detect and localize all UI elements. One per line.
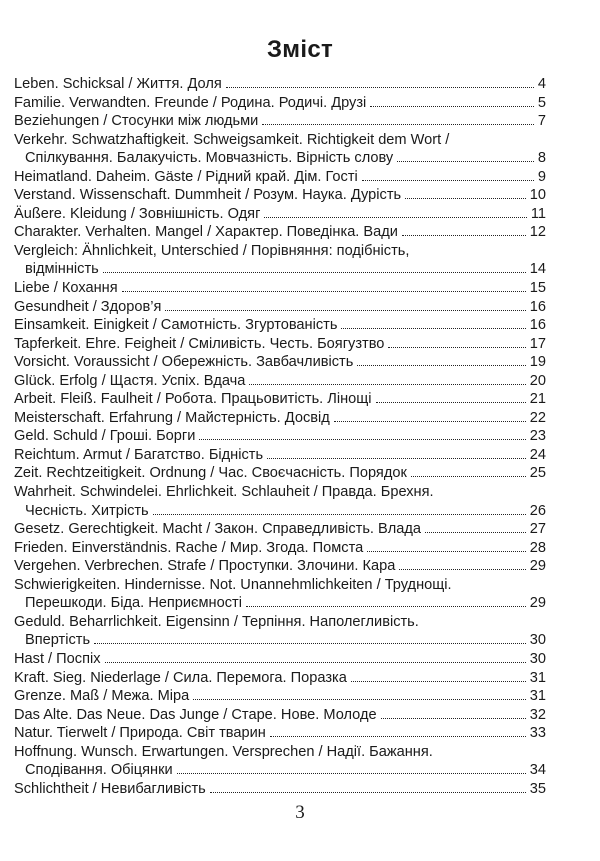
dot-leader	[193, 699, 526, 700]
toc-entry-title: Natur. Tierwelt / Природа. Світ тварин	[14, 725, 266, 742]
toc-entry	[14, 335, 546, 354]
toc-page-number: 22	[529, 409, 546, 426]
dot-leader	[165, 310, 525, 311]
toc-page-number: 9	[537, 168, 546, 185]
toc-entry	[14, 372, 546, 391]
toc-entry-line	[14, 242, 546, 261]
toc-entry-line	[14, 409, 546, 428]
toc-entry-line	[14, 149, 546, 168]
toc-entry-line	[14, 502, 546, 521]
toc-entry-line	[14, 205, 546, 224]
toc-entry-title: Heimatland. Daheim. Gäste / Рідний край. Дім. Гості	[14, 168, 358, 185]
toc-entry	[14, 131, 546, 168]
toc-entry	[14, 205, 546, 224]
toc-entry-title: Vergehen. Verbrechen. Strafe / Проступки. Злочини. Кара	[14, 558, 396, 575]
toc-entry-line	[14, 446, 546, 465]
toc-entry	[14, 780, 546, 799]
toc-entry-title: Arbeit. Fleiß. Faulheit / Робота. Працьовитість. Лінощі	[14, 391, 372, 408]
toc-page-number: 16	[529, 298, 546, 315]
toc-entry	[14, 576, 546, 613]
toc-entry	[14, 75, 546, 94]
toc-entry-line	[14, 650, 546, 669]
toc-entry	[14, 724, 546, 743]
dot-leader	[405, 198, 526, 199]
dot-leader	[122, 291, 526, 292]
toc-entry	[14, 613, 546, 650]
toc-page-number: 31	[529, 669, 546, 686]
toc-page-number: 7	[537, 113, 546, 130]
toc-entry-line	[14, 761, 546, 780]
dot-leader	[103, 272, 526, 273]
toc-entry-title: Vorsicht. Voraussicht / Обережність. Завбачливість	[14, 354, 354, 371]
toc-page-number: 24	[529, 446, 546, 463]
toc-page-number: 29	[529, 558, 546, 575]
toc-entry	[14, 353, 546, 372]
toc-entry-title: Glück. Erfolg / Щастя. Успіх. Вдача	[14, 372, 246, 389]
dot-leader	[226, 87, 534, 88]
toc-entry-title: Verkehr. Schwatzhaftigkeit. Schweigsamkeit. Richtigkeit dem Wort /	[14, 131, 450, 148]
toc-entry-title: Reichtum. Armut / Багатство. Бідність	[14, 446, 264, 463]
toc-entry-line	[14, 743, 546, 762]
toc-page-number: 10	[529, 187, 546, 204]
toc-entry	[14, 186, 546, 205]
toc-entry	[14, 557, 546, 576]
toc-entry-line	[14, 780, 546, 799]
dot-leader	[411, 476, 526, 477]
dot-leader	[341, 328, 525, 329]
toc-entry	[14, 223, 546, 242]
toc-page-number: 30	[529, 650, 546, 667]
toc-page-number: 31	[529, 688, 546, 705]
toc-entry-line	[14, 576, 546, 595]
toc-page-number: 32	[529, 706, 546, 723]
dot-leader	[381, 718, 526, 719]
page-title: Зміст	[266, 36, 334, 63]
toc-entry-line	[14, 316, 546, 335]
toc-entry	[14, 464, 546, 483]
toc-page-number: 25	[529, 465, 546, 482]
dot-leader	[399, 569, 525, 570]
toc-page-number: 5	[537, 94, 546, 111]
toc-entry	[14, 743, 546, 780]
toc-entry-line	[14, 464, 546, 483]
toc-page-number: 26	[529, 502, 546, 519]
table-of-contents	[14, 75, 546, 798]
toc-entry	[14, 483, 546, 520]
dot-leader	[246, 606, 526, 607]
toc-entry-title: Das Alte. Das Neue. Das Junge / Старе. Нове. Молоде	[14, 706, 377, 723]
toc-entry	[14, 390, 546, 409]
toc-page-number: 29	[529, 595, 546, 612]
toc-entry-title: Charakter. Verhalten. Mangel / Характер. Поведінка. Вади	[14, 224, 398, 241]
toc-entry	[14, 242, 546, 279]
toc-page-number: 28	[529, 539, 546, 556]
dot-leader	[357, 365, 525, 366]
toc-entry	[14, 539, 546, 558]
toc-page-number: 20	[529, 372, 546, 389]
dot-leader	[388, 347, 525, 348]
toc-page-number: 33	[529, 725, 546, 742]
toc-page-number: 19	[529, 354, 546, 371]
toc-entry-title: Meisterschaft. Erfahrung / Майстерність. Досвід	[14, 409, 330, 426]
toc-entry-title: Äußere. Kleidung / Зовнішність. Одяг	[14, 205, 261, 222]
toc-entry-line	[14, 168, 546, 187]
toc-entry-line	[14, 112, 546, 131]
toc-entry-line	[14, 594, 546, 613]
toc-entry-title: Familie. Verwandten. Freunde / Родина. Родичі. Друзі	[14, 94, 367, 111]
dot-leader	[267, 458, 526, 459]
toc-page-number: 21	[529, 391, 546, 408]
dot-leader	[397, 161, 534, 162]
toc-page-number: 34	[529, 762, 546, 779]
toc-entry	[14, 520, 546, 539]
toc-entry	[14, 669, 546, 688]
toc-entry-line	[14, 557, 546, 576]
toc-entry-line	[14, 687, 546, 706]
toc-entry-line	[14, 298, 546, 317]
toc-entry-title: Hoffnung. Wunsch. Erwartungen. Versprechen / Надії. Бажання.	[14, 743, 433, 760]
toc-entry-line	[14, 706, 546, 725]
toc-entry	[14, 446, 546, 465]
toc-page-number: 35	[529, 780, 546, 797]
toc-entry	[14, 298, 546, 317]
toc-entry-title: Geduld. Beharrlichkeit. Eigensinn / Терпіння. Наполегливість.	[14, 613, 419, 630]
toc-entry-title: Beziehungen / Стосунки між людьми	[14, 113, 259, 130]
toc-entry-title: Schwierigkeiten. Hindernisse. Not. Unannehmlichkeiten / Труднощі.	[14, 576, 452, 593]
toc-entry-title: Verstand. Wissenschaft. Dummheit / Розум. Наука. Дурість	[14, 187, 402, 204]
toc-page-number: 8	[537, 150, 546, 167]
toc-entry-line	[14, 631, 546, 650]
toc-entry-title: Чесність. Хитрість	[25, 502, 149, 519]
toc-entry-title: Zeit. Rechtzeitigkeit. Ordnung / Час. Своєчасність. Порядок	[14, 465, 407, 482]
dot-leader	[105, 662, 526, 663]
toc-entry	[14, 279, 546, 298]
toc-entry-title: Gesundheit / Здоров’я	[14, 298, 162, 315]
dot-leader	[210, 792, 526, 793]
toc-entry-line	[14, 94, 546, 113]
dot-leader	[264, 217, 526, 218]
toc-entry-title: відмінність	[25, 261, 99, 278]
toc-entry	[14, 168, 546, 187]
toc-entry-line	[14, 520, 546, 539]
toc-entry-title: Leben. Schicksal / Життя. Доля	[14, 76, 222, 92]
toc-entry-title: Frieden. Einverständnis. Rache / Мир. Згода. Помста	[14, 539, 364, 556]
toc-entry-title: Впертість	[25, 632, 91, 649]
toc-page-number: 11	[530, 205, 546, 222]
toc-entry	[14, 316, 546, 335]
toc-entry	[14, 427, 546, 446]
toc-entry-line	[14, 613, 546, 632]
dot-leader	[376, 402, 526, 403]
dot-leader	[177, 773, 526, 774]
dot-leader	[351, 681, 526, 682]
toc-page-number: 4	[537, 76, 546, 92]
toc-entry-title: Schlichtheit / Невибагливість	[14, 780, 206, 797]
toc-entry-title: Geld. Schuld / Гроші. Борги	[14, 428, 196, 445]
toc-page-number: 23	[529, 428, 546, 445]
toc-entry-line	[14, 669, 546, 688]
toc-entry-title: Wahrheit. Schwindelei. Ehrlichkeit. Schlauheit / Правда. Брехня.	[14, 484, 434, 501]
dot-leader	[249, 384, 525, 385]
dot-leader	[153, 514, 526, 515]
toc-entry-title: Vergleich: Ähnlichkeit, Unterschied / Порівняння: подібність,	[14, 242, 410, 259]
page-number: 3	[295, 802, 305, 823]
toc-page-number: 14	[529, 261, 546, 278]
toc-page-number: 12	[529, 224, 546, 241]
dot-leader	[362, 180, 534, 181]
toc-page-number: 27	[529, 521, 546, 538]
dot-leader	[262, 124, 534, 125]
toc-entry	[14, 650, 546, 669]
toc-entry-title: Спілкування. Балакучість. Мовчазність. Вірність слову	[25, 150, 394, 167]
toc-entry	[14, 94, 546, 113]
dot-leader	[270, 736, 526, 737]
toc-entry-line	[14, 390, 546, 409]
toc-entry-line	[14, 539, 546, 558]
toc-entry-title: Сподівання. Обіцянки	[25, 762, 173, 779]
toc-entry-line	[14, 260, 546, 279]
toc-entry-title: Einsamkeit. Einigkeit / Самотність. Згуртованість	[14, 317, 338, 334]
toc-entry-title: Grenze. Maß / Межа. Міра	[14, 688, 190, 705]
toc-entry-line	[14, 186, 546, 205]
toc-entry-line	[14, 131, 546, 150]
toc-entry-title: Перешкоди. Біда. Неприємності	[25, 595, 242, 612]
toc-entry-line	[14, 724, 546, 743]
toc-page-number: 15	[529, 280, 546, 297]
dot-leader	[94, 643, 526, 644]
dot-leader	[199, 439, 525, 440]
dot-leader	[425, 532, 526, 533]
toc-entry-line	[14, 279, 546, 298]
toc-entry	[14, 706, 546, 725]
toc-entry-title: Hast / Поспіх	[14, 650, 101, 667]
toc-page-number: 30	[529, 632, 546, 649]
toc-entry-line	[14, 353, 546, 372]
toc-entry-title: Kraft. Sieg. Niederlage / Сила. Перемога. Поразка	[14, 669, 347, 686]
toc-page-number: 17	[529, 335, 546, 352]
dot-leader	[334, 421, 526, 422]
toc-entry	[14, 687, 546, 706]
toc-entry-line	[14, 335, 546, 354]
dot-leader	[367, 551, 526, 552]
toc-page-number: 16	[529, 317, 546, 334]
toc-entry-line	[14, 372, 546, 391]
toc-entry-title: Tapferkeit. Ehre. Feigheit / Сміливість. Честь. Боягузтво	[14, 335, 385, 352]
dot-leader	[402, 235, 526, 236]
toc-entry	[14, 112, 546, 131]
toc-entry-title: Gesetz. Gerechtigkeit. Macht / Закон. Справедливість. Влада	[14, 521, 422, 538]
toc-entry	[14, 409, 546, 428]
dot-leader	[370, 106, 534, 107]
toc-entry-line	[14, 75, 546, 94]
toc-entry-line	[14, 483, 546, 502]
toc-entry-line	[14, 427, 546, 446]
toc-entry-line	[14, 223, 546, 242]
toc-entry-title: Liebe / Кохання	[14, 280, 118, 297]
